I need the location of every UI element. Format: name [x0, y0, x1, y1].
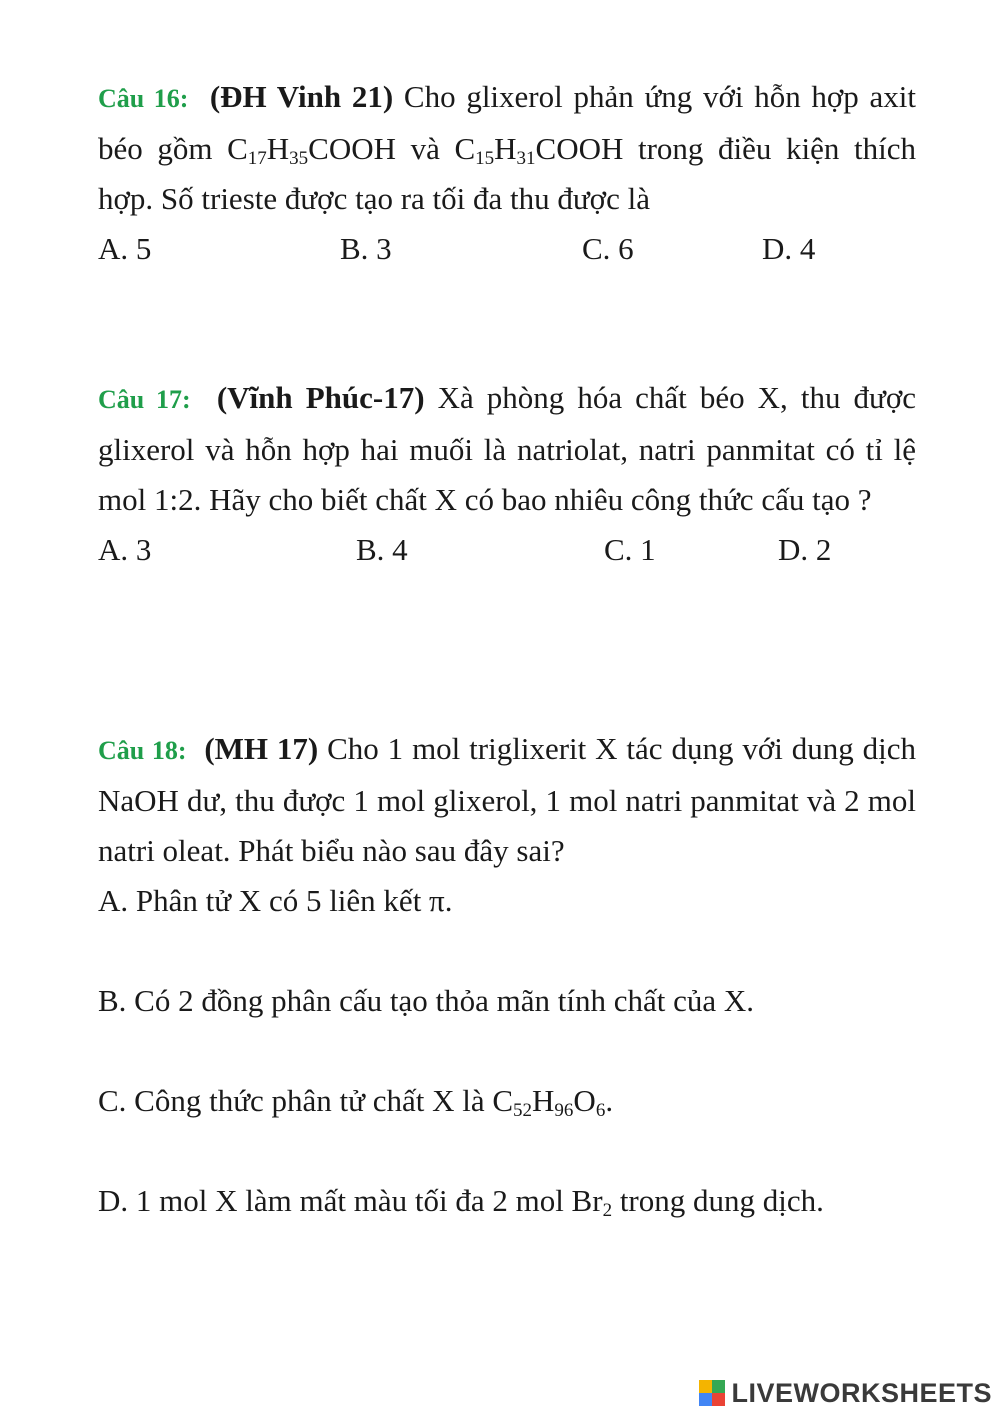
- option-d[interactable]: D. 4: [762, 231, 816, 266]
- question-18-options: [98, 876, 916, 1226]
- stem-text: H: [266, 131, 290, 166]
- subscript: 52: [513, 1100, 533, 1121]
- question-label: Câu 16:: [98, 84, 189, 113]
- option-c[interactable]: C. 1: [604, 532, 656, 567]
- option-text: A. Phân tử X có 5 liên kết π.: [98, 883, 453, 918]
- question-source: (ĐH Vinh 21): [209, 79, 394, 114]
- subscript: 2: [602, 1200, 613, 1221]
- subscript: 31: [516, 148, 536, 169]
- subscript: 15: [475, 148, 495, 169]
- question-source: (Vĩnh Phúc-17): [216, 380, 425, 415]
- stem-text: Cho 1 mol triglixerit X tác dụng với dung dịch NaOH dư, thu được 1 mol glixerol, 1 mol natri panmitat và 2 mol natri oleat. Phát biểu nào sau đây sai?: [98, 731, 916, 868]
- option-text: O: [573, 1083, 596, 1118]
- option-text: trong dung dịch.: [612, 1183, 824, 1218]
- option-b[interactable]: [98, 976, 916, 1026]
- brand-name: LIVEWORKSHEETS: [731, 1377, 992, 1408]
- option-b[interactable]: B. 3: [340, 231, 392, 266]
- option-a[interactable]: [98, 876, 916, 926]
- stem-text: H: [494, 131, 517, 166]
- question-17-options: [98, 525, 916, 575]
- option-text: .: [605, 1083, 614, 1118]
- option-text: D. 1 mol X làm mất màu tối đa 2 mol Br: [98, 1183, 603, 1218]
- stem-text: Xà phòng hóa chất béo X, thu được glixerol và hỗn hợp hai muối là natriolat, natri panmitat có tỉ lệ mol 1:2. Hãy cho biết chất X có bao nhiêu công thức cấu tạo ?: [98, 380, 916, 517]
- logo-square: [699, 1393, 712, 1406]
- option-text: H: [532, 1083, 555, 1118]
- option-d[interactable]: [98, 1176, 916, 1226]
- option-a[interactable]: A. 5: [98, 231, 152, 266]
- liveworksheets-brand[interactable]: [699, 1376, 992, 1410]
- question-17: [98, 373, 916, 575]
- subscript: 96: [554, 1100, 574, 1121]
- logo-square: [712, 1380, 725, 1393]
- stem-text: COOH và C: [308, 131, 476, 166]
- question-16: [98, 72, 916, 274]
- subscript: 35: [289, 148, 309, 169]
- question-label: Câu 17:: [98, 385, 191, 414]
- question-17-stem: [98, 373, 916, 525]
- option-a[interactable]: A. 3: [98, 532, 152, 567]
- logo-square: [712, 1393, 725, 1406]
- question-18-stem: [98, 724, 916, 876]
- option-c[interactable]: C. 6: [582, 231, 634, 266]
- stem-text: COOH trong điều kiện thích hợp. Số trieste được tạo ra tối đa thu được là: [98, 131, 916, 216]
- option-text: B. Có 2 đồng phân cấu tạo thỏa mãn tính chất của X.: [98, 983, 755, 1018]
- question-16-options: [98, 224, 916, 274]
- question-16-stem: [98, 72, 916, 224]
- question-source: (MH 17): [204, 731, 319, 766]
- option-text: C. Công thức phân tử chất X là C: [98, 1083, 514, 1118]
- question-18: [98, 724, 916, 1226]
- option-d[interactable]: D. 2: [778, 532, 832, 567]
- subscript: 17: [247, 148, 267, 169]
- question-label: Câu 18:: [98, 736, 187, 765]
- subscript: 6: [595, 1100, 606, 1121]
- stem-text: Cho glixerol phản ứng với hỗn hợp axit béo gồm C: [98, 79, 917, 166]
- liveworksheets-logo-icon: [699, 1380, 725, 1406]
- logo-square: [699, 1380, 712, 1393]
- option-c[interactable]: [98, 1076, 916, 1126]
- option-b[interactable]: B. 4: [356, 532, 408, 567]
